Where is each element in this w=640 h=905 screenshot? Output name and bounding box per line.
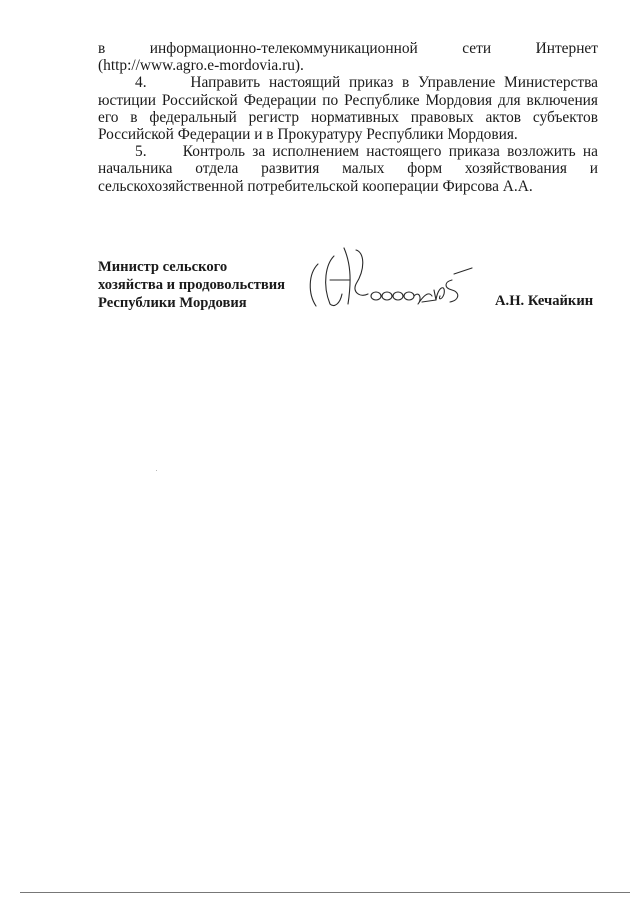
paragraph-3-line-2: (http://www.agro.e-mordovia.ru). [98,57,304,75]
word: Интернет [535,40,598,57]
paragraph-3-line-1 [98,40,598,57]
signatory-title [98,258,285,312]
signatory-name: А.Н. Кечайкин [495,293,594,309]
signatory-title-line: Республики Мордовия [98,295,247,311]
document-body [98,40,598,195]
word: сети [462,40,492,57]
word: информационно-телекоммуникационной [149,40,418,57]
paragraph-4: 4. Направить настоящий приказ в Управление Министерства юстиции Российской Федерации по Республике Мордовия для включения его в федеральный регистр нормативных правовых актов субъектов Российской Федерации и в Прокуратуру Республики Мордовия. [98,74,598,144]
signatory-title-line: Министр сельского [98,259,228,275]
scan-edge-line [20,892,630,893]
signatory-title-line: хозяйства и продовольствия [98,277,286,293]
signature-block [98,258,598,328]
paragraph-5: 5. Контроль за исполнением настоящего приказа возложить на начальника отдела развития малых форм хозяйствования и сельскохозяйственной потребительской кооперации Фирсова А.А. [98,143,598,195]
word: в [98,40,106,57]
scan-speck [156,470,157,471]
handwritten-signature [304,244,474,312]
